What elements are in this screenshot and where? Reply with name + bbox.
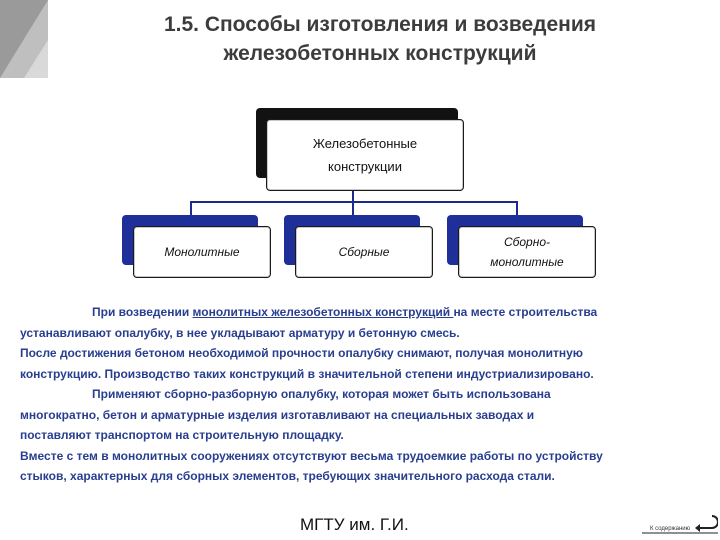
root-node	[266, 119, 464, 191]
title-line-1: 1.5. Способы изготовления и возведения	[163, 13, 597, 36]
root-node-line-1: Железобетонные	[312, 136, 418, 151]
body-line: стыков, характерных для сборных элементов, требующих значительного расхода стали.	[20, 469, 555, 483]
body-text-fragment: на месте строительства	[453, 305, 598, 319]
page-title	[80, 10, 680, 68]
child-node-precast	[295, 226, 433, 278]
footer-institution: МГТУ им. Г.И.	[300, 515, 409, 534]
title-line-2: железобетонных конструкций	[223, 42, 537, 65]
body-line	[20, 302, 710, 323]
body-text	[20, 302, 710, 487]
body-line: конструкцию. Производство таких конструкций в значительной степени индустриализировано.	[20, 366, 594, 381]
body-line: устанавливают опалубку, в нее укладывают арматуру и бетонную смесь.	[20, 325, 460, 340]
child-node-precast-monolithic	[458, 226, 596, 278]
back-to-contents-label[interactable]: К содержанию	[650, 526, 691, 532]
child-node-monolithic	[133, 226, 271, 278]
body-text-fragment: При возведении	[92, 305, 193, 319]
body-line: поставляют транспортом на строительную площадку.	[20, 428, 344, 442]
root-node-line-2: конструкции	[328, 159, 402, 174]
body-line: Применяют сборно-разборную опалубку, которая может быть использована	[92, 387, 551, 401]
child-node-label: Сборные	[338, 245, 390, 259]
child-node-label: Монолитные	[164, 245, 240, 259]
connector-horizontal	[190, 201, 518, 203]
monolithic-structures-link[interactable]: монолитных железобетонных конструкций	[192, 305, 454, 319]
back-to-contents-button[interactable]	[642, 512, 718, 536]
body-line: После достижения бетоном необходимой прочности опалубку снимают, получая монолитную	[20, 346, 584, 360]
body-line: многократно, бетон и арматурные изделия изготавливают на специальных заводах и	[20, 407, 535, 422]
corner-decoration	[0, 0, 48, 78]
child-node-label-line-2: монолитные	[490, 255, 564, 269]
child-node-label-line-1: Сборно-	[503, 235, 551, 249]
return-arrow-icon	[695, 516, 718, 532]
body-line: Вместе с тем в монолитных сооружениях отсутствуют весьма трудоемкие работы по устройству	[20, 448, 603, 463]
